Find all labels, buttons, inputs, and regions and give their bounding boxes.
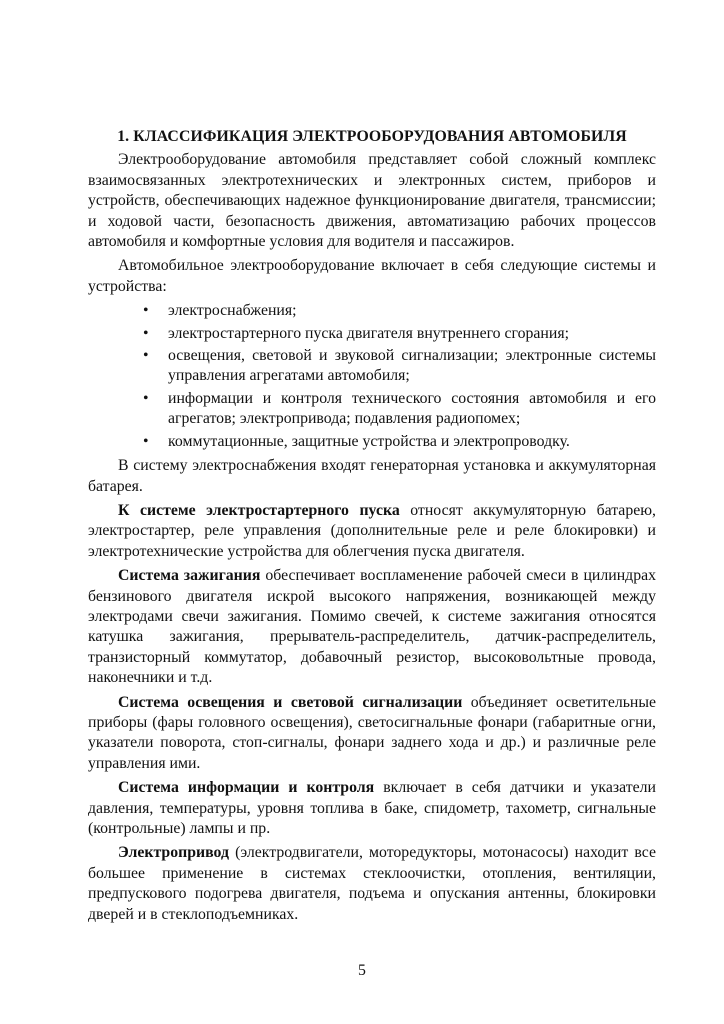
list-item bbox=[88, 346, 656, 387]
bullet-icon: • bbox=[143, 347, 149, 365]
information-text: включает в себя датчики и указатели давления, температуры, уровня топлива в баке, спидометр, тахометр, сигнальные (контрольные) лампы и пр. bbox=[88, 779, 656, 837]
bullet-icon: • bbox=[143, 389, 149, 407]
starter-paragraph bbox=[88, 501, 656, 562]
lighting-text: объединяет осветительные приборы (фары головного освещения), светосигнальные фонари (габаритные огни, указатели поворота, стоп-сигналы, фонари заднего хода и др.) и различные реле управления ими. bbox=[88, 693, 656, 772]
page-content bbox=[88, 127, 656, 929]
list-item-text: информации и контроля технического состояния автомобиля и его агрегатов; электропривода; подавления радиопомех; bbox=[168, 389, 656, 428]
section-title: 1. КЛАССИФИКАЦИЯ ЭЛЕКТРООБОРУДОВАНИЯ АВТОМОБИЛЯ bbox=[117, 128, 627, 145]
includes-paragraph: Автомобильное электрооборудование включает в себя следующие системы и устройства: bbox=[88, 257, 656, 295]
drive-paragraph bbox=[88, 843, 656, 925]
list-item-text: освещения, световой и звуковой сигнализации; электронные системы управления агрегатами автомобиля; bbox=[168, 347, 656, 385]
power-supply-paragraph: В систему электроснабжения входят генераторная установка и аккумуляторная батарея. bbox=[88, 457, 656, 495]
list-item-text: электроснабжения; bbox=[168, 302, 297, 320]
page-number: 5 bbox=[358, 962, 366, 979]
lighting-paragraph bbox=[88, 693, 656, 775]
bullet-icon: • bbox=[143, 302, 149, 320]
ignition-paragraph bbox=[88, 566, 656, 688]
information-term: Система информации и контроля bbox=[118, 779, 375, 797]
drive-term: Электропривод bbox=[118, 844, 229, 862]
list-item bbox=[88, 324, 656, 344]
list-item bbox=[88, 389, 656, 430]
bullet-icon: • bbox=[143, 432, 149, 450]
starter-term: К системе электростартерного пуска bbox=[118, 501, 400, 519]
bullet-icon: • bbox=[143, 324, 149, 342]
list-item-text: электростартерного пуска двигателя внутреннего сгорания; bbox=[168, 324, 569, 342]
ignition-text: обеспечивает воспламенение рабочей смеси в цилиндрах бензинового двигателя искрой высокого напряжения, возникающей между электродами свечи зажигания. Помимо свечей, к системе зажигания относятся катушка зажигания, прерыватель-распределитель, датчик-распределитель, транзисторный коммутатор, добавочный резистор, высоковольтные провода, наконечники и т.д. bbox=[88, 567, 657, 687]
list-item-text: коммутационные, защитные устройства и электропроводку. bbox=[168, 432, 570, 450]
lighting-term: Система освещения и световой сигнализации bbox=[118, 693, 463, 711]
systems-list bbox=[88, 301, 656, 452]
list-item bbox=[88, 432, 656, 452]
list-item bbox=[88, 301, 656, 321]
ignition-term: Система зажигания bbox=[118, 567, 261, 585]
information-paragraph bbox=[88, 778, 656, 839]
starter-text: относят аккумуляторную батарею, электростартер, реле управления (дополнительные реле и реле блокировки) и электротехнические устройства для облегчения пуска двигателя. bbox=[88, 501, 656, 560]
drive-text: (электродвигатели, моторедукторы, мотонасосы) находит все большее применение в системах стеклоочистки, отопления, вентиляции, предпускового подогрева двигателя, подъема и опускания антенны, блокировки дверей и в стеклоподъемниках. bbox=[88, 844, 656, 923]
intro-paragraph: Электрооборудование автомобиля представляет собой сложный комплекс взаимосвязанных электротехнических и электронных систем, приборов и устройств, обеспечивающих надежное функционирование двигателя, трансмиссии; и ходовой части, безопасность движения, автоматизацию рабочих процессов автомобиля и комфортные условия для водителя и пассажиров. bbox=[88, 151, 656, 251]
